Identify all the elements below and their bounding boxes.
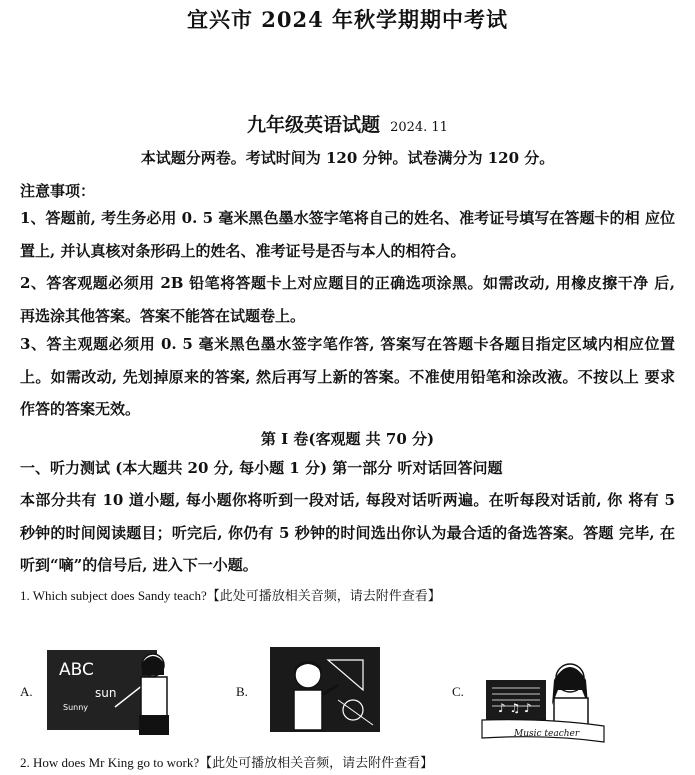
option-a-label: A.: [20, 684, 33, 699]
listening-part-heading: 一、听力测试 (本大题共 20 分, 每小题 1 分) 第一部分 听对话回答问题: [20, 459, 503, 477]
exam-info: 本试题分两卷。考试时间为 120 分钟。试卷满分为 120 分。: [140, 149, 555, 167]
note-item-2: 2、答客观题必须用 2B 铅笔将答题卡上对应题目的正确选项涂黑。如需改动, 用橡皮擦干净 后, 再选涂其他答案。答案不能答在试题卷上。: [20, 274, 675, 325]
teacher-a-skirt: [139, 715, 169, 735]
question-1: 1. Which subject does Sandy teach?【此处可播放相关音频，请去附件查看】: [20, 588, 441, 603]
teacher-b-body: [294, 690, 322, 730]
note-item-3: 3、答主观题必须用 0. 5 毫米黑色墨水签字笔作答, 答案写在答题卡各题目指定区域内相应位置上。如需改动, 先划掉原来的答案, 然后再写上新的答案。不准使用铅笔和涂改液。不按以上 要求作答的答案无效。: [20, 335, 675, 418]
board-sun-text: sun: [95, 686, 117, 700]
option-b-image: [268, 645, 383, 735]
option-a-image: [45, 645, 175, 737]
section-title: 第 I 卷(客观题 共 70 分): [260, 430, 435, 448]
notes-heading: 注意事项：: [20, 182, 96, 200]
option-c-label: C.: [452, 684, 464, 699]
paper-date: 2024. 11: [390, 120, 448, 135]
board-abc-text: ABC: [59, 660, 94, 680]
music-teacher-caption: Music teacher: [514, 729, 580, 739]
option-b-label: B.: [236, 684, 248, 699]
option-c-image: [478, 650, 608, 745]
listening-instructions: 本部分共有 10 道小题, 每小题你将听到一段对话, 每段对话听两遍。在听每段对话前, 你 将有 5 秒钟的时间阅读题目；听完后, 你仍有 5 秒钟的时间选出你认为最合适的备选答案。答题 完毕, 在听到“嘀”的信号后, 进入下一小题。: [20, 491, 675, 574]
exam-title: 宜兴市 2024 年秋学期期中考试: [186, 7, 509, 32]
note-item-1: 1、答题前, 考生务必用 0. 5 毫米黑色墨水签字笔将自己的姓名、准考证号填写在答题卡的相 应位置上, 并认真核对条形码上的姓名、准考证号是否与本人的相符合。: [20, 209, 675, 260]
question-2: 2. How does Mr King go to work?【此处可播放相关音频，请去附件查看】: [20, 755, 434, 770]
music-notes: ♪ ♫ ♪: [498, 701, 532, 715]
paper-subtitle: [0, 110, 695, 137]
teacher-a-body: [141, 677, 167, 717]
paper-subject: 九年级英语试题: [247, 114, 381, 136]
board-sunny-text: Sunny: [63, 703, 89, 712]
